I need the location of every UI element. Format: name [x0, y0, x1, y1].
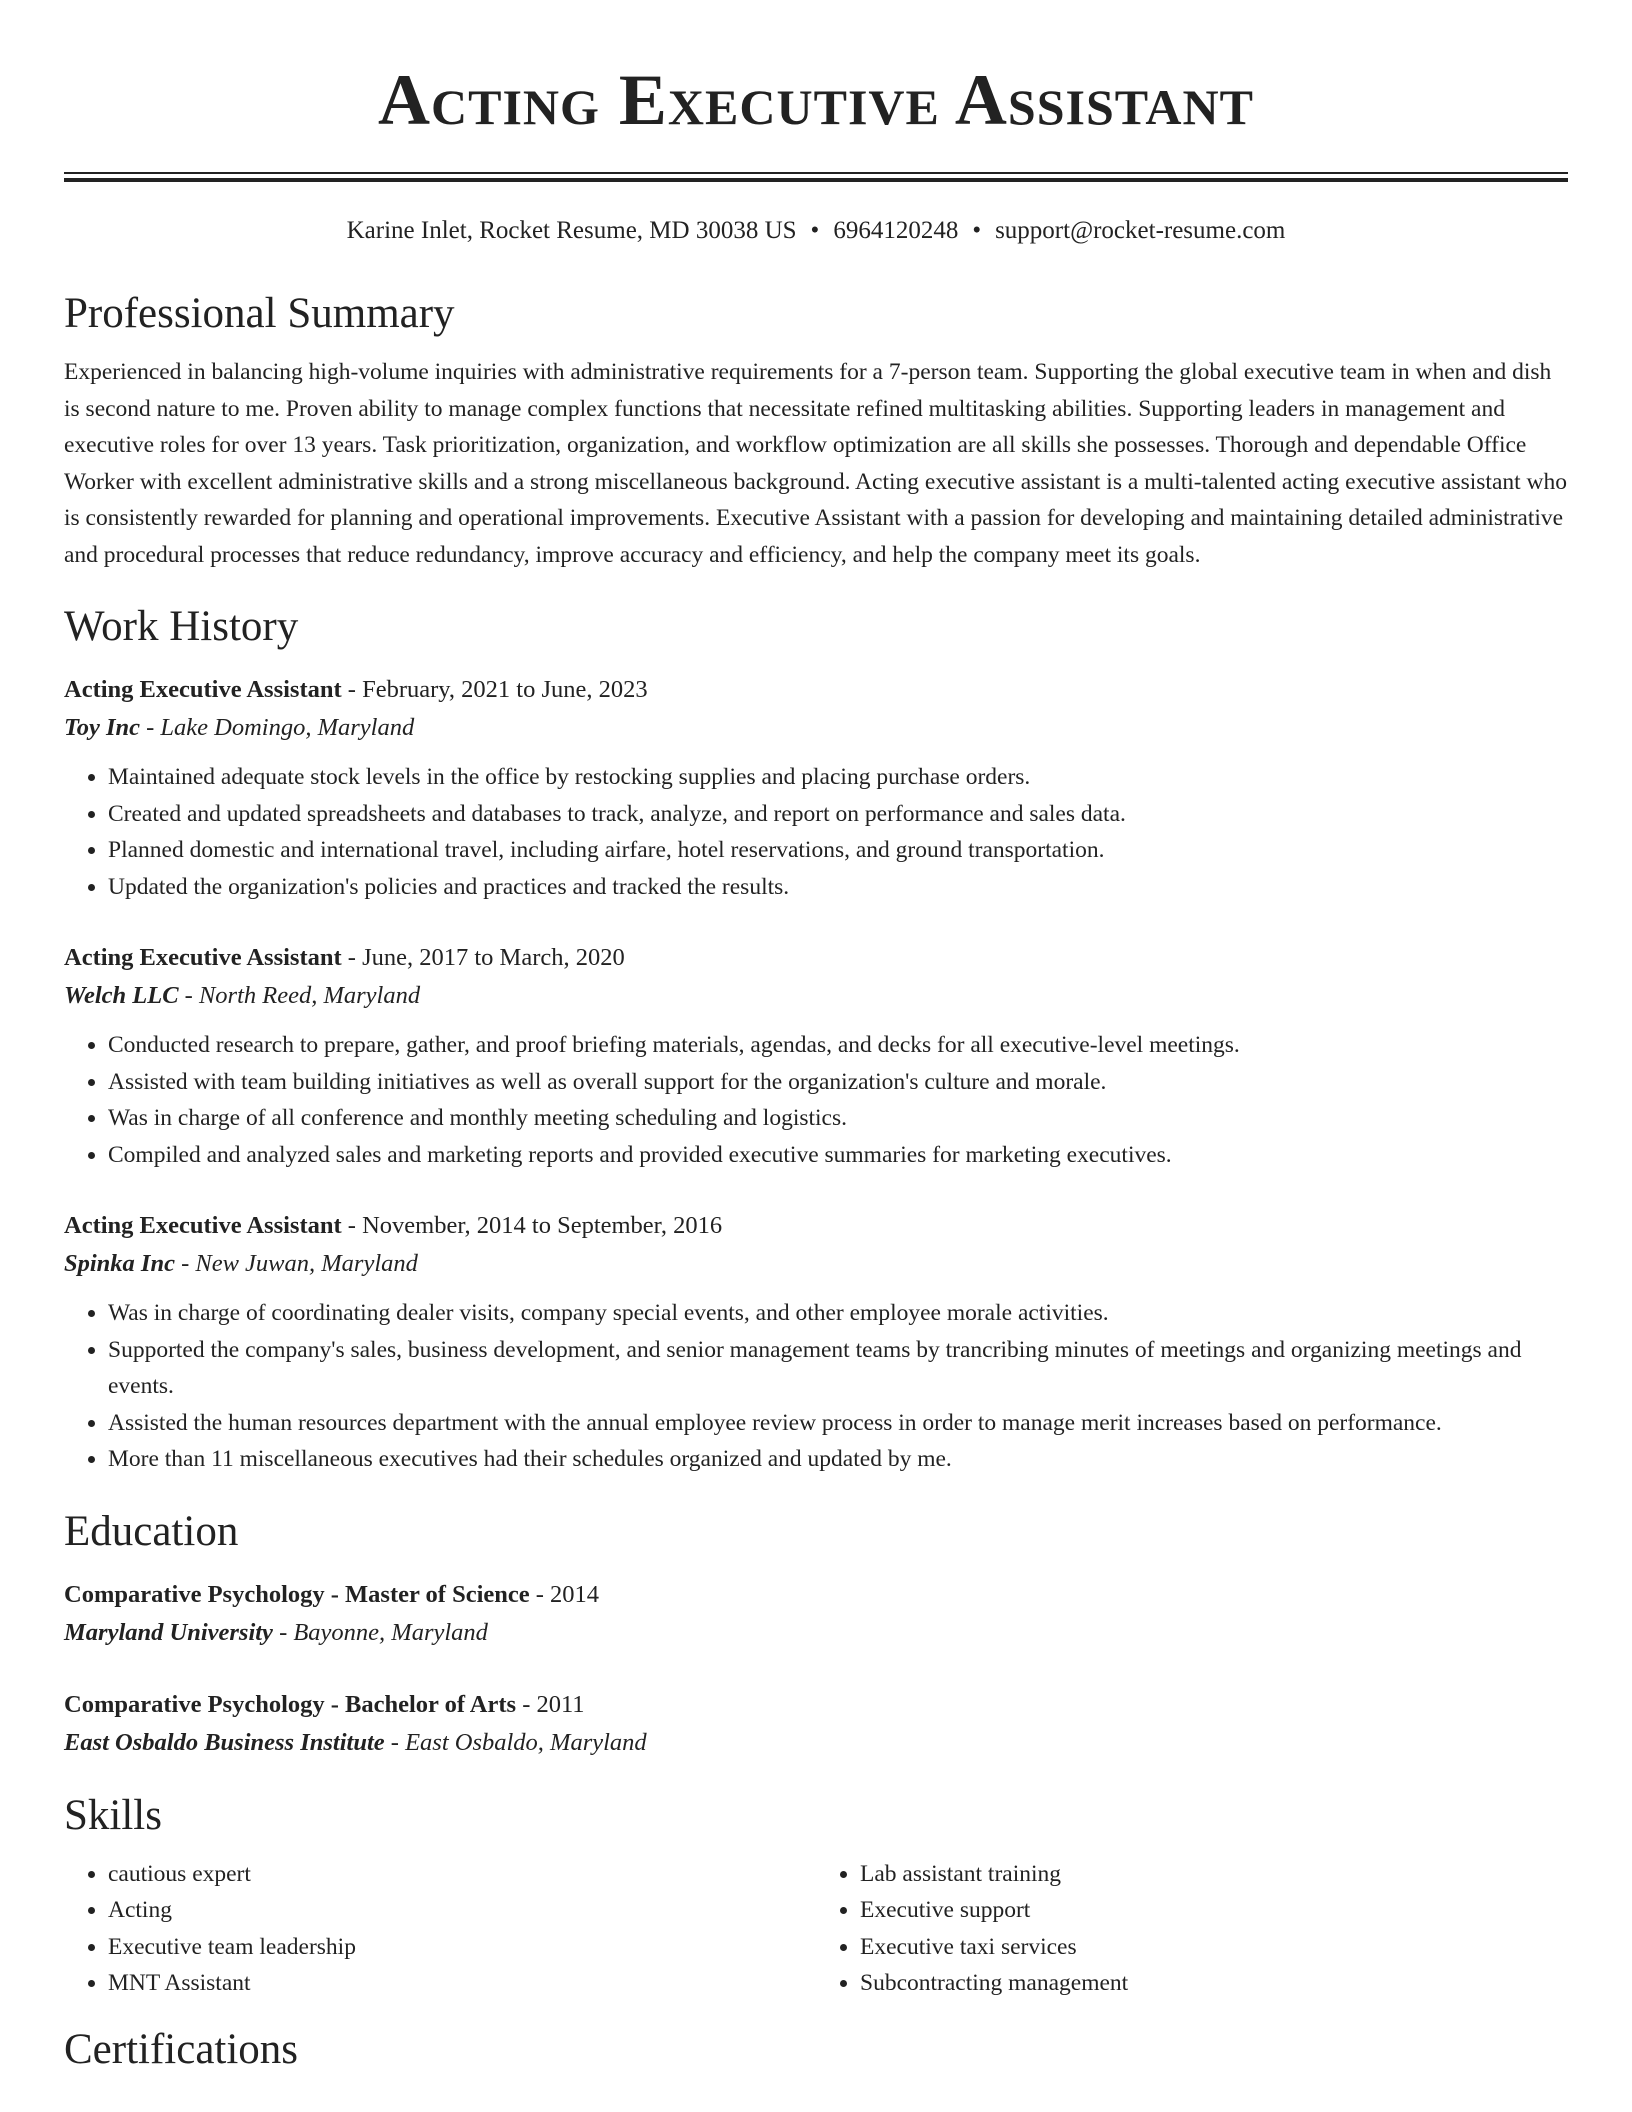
skills-column-left: [64, 1856, 816, 2002]
job-location: - North Reed, Maryland: [178, 982, 421, 1009]
job-bullet: • Updated the organization's policies and practices and tracked the results.: [108, 869, 1568, 906]
job-role-line: [64, 1207, 1568, 1245]
skill-item: • Subcontracting management: [860, 1965, 1568, 2002]
skill-item: • Executive team leadership: [108, 1929, 816, 1966]
job-dates: - February, 2021 to June, 2023: [341, 676, 648, 703]
education-entry: [64, 1686, 1568, 1762]
job-bullets: [64, 759, 1568, 905]
job-title: Acting Executive Assistant: [64, 1212, 342, 1239]
job-org-line: [64, 977, 1568, 1015]
skill-item: • Acting: [108, 1892, 816, 1929]
job-bullet: • Maintained adequate stock levels in the office by restocking supplies and placing purchase orders.: [108, 759, 1568, 796]
job-title: Acting Executive Assistant: [64, 944, 342, 971]
resume-title: Acting Executive Assistant: [378, 60, 1254, 140]
education-degree: Comparative Psychology - Bachelor of Arts: [64, 1690, 517, 1718]
contact-separator: •: [810, 217, 820, 244]
education-year: - 2014: [529, 1580, 600, 1608]
job-bullets: [64, 1027, 1568, 1173]
job-title: Acting Executive Assistant: [64, 676, 342, 703]
contact-line: [64, 214, 1568, 248]
education-school: Maryland University: [64, 1618, 273, 1646]
education-degree: Comparative Psychology - Master of Science: [64, 1580, 530, 1608]
education-school: East Osbaldo Business Institute: [64, 1728, 385, 1756]
summary-text: Experienced in balancing high-volume inquiries with administrative requirements for a 7-person team. Supporting the global executive team in when and dish is second nature to me. Proven ability to manage complex functions that necessitate refined multitasking abilities. Supporting leaders in management and executive roles for over 13 years. Task prioritization, organization, and workflow optimization are all skills she possesses. Thorough and dependable Office Worker with excellent administrative skills and a strong miscellaneous background. Acting executive assistant is a multi-talented acting executive assistant who is consistently rewarded for planning and operational improvements. Executive Assistant with a passion for developing and maintaining detailed administrative and procedural processes that reduce redundancy, improve accuracy and efficiency, and help the company meet its goals.: [64, 359, 1568, 568]
job-dates: - November, 2014 to September, 2016: [341, 1212, 723, 1239]
title-divider: [64, 172, 1568, 182]
job-bullet: • Was in charge of coordinating dealer visits, company special events, and other employee morale activities.: [108, 1295, 1568, 1332]
education-year: - 2011: [516, 1690, 585, 1718]
job-bullet: • Was in charge of all conference and monthly meeting scheduling and logistics.: [108, 1100, 1568, 1137]
skill-item: • Executive support: [860, 1892, 1568, 1929]
contact-address: Karine Inlet, Rocket Resume, MD 30038 US: [346, 217, 797, 244]
work-history-heading: Work History: [64, 603, 299, 650]
job-bullet: • Supported the company's sales, business development, and senior management teams by trancribing minutes of meetings and organizing meetings and events.: [108, 1332, 1568, 1405]
job-bullet: • More than 11 miscellaneous executives had their schedules organized and updated by me.: [108, 1441, 1568, 1478]
education-degree-line: [64, 1576, 1568, 1614]
job-location: - New Juwan, Maryland: [174, 1250, 418, 1277]
education-school-line: [64, 1614, 1568, 1652]
job-org-line: [64, 1245, 1568, 1283]
job-company: Toy Inc: [64, 714, 141, 741]
job-bullet: • Conducted research to prepare, gather, and proof briefing materials, agendas, and decks for all executive-level meetings.: [108, 1027, 1568, 1064]
job-dates: - June, 2017 to March, 2020: [341, 944, 625, 971]
skill-item: • cautious expert: [108, 1856, 816, 1893]
job-location: - Lake Domingo, Maryland: [140, 714, 415, 741]
job-bullets: [64, 1295, 1568, 1478]
skills-heading: Skills: [64, 1791, 162, 1839]
education-location: - Bayonne, Maryland: [272, 1618, 488, 1646]
job-bullet: • Assisted with team building initiatives as well as overall support for the organization's culture and morale.: [108, 1064, 1568, 1101]
contact-email: support@rocket-resume.com: [995, 217, 1286, 244]
summary-heading: Professional Summary: [64, 290, 455, 337]
contact-separator: •: [972, 217, 982, 244]
job-bullet: • Created and updated spreadsheets and databases to track, analyze, and report on performance and sales data.: [108, 796, 1568, 833]
job-bullet: • Planned domestic and international travel, including airfare, hotel reservations, and ground transportation.: [108, 832, 1568, 869]
skill-item: • MNT Assistant: [108, 1965, 816, 2002]
job-entry: [64, 671, 1568, 905]
job-company: Welch LLC: [64, 982, 179, 1009]
job-org-line: [64, 709, 1568, 747]
skills-grid: [64, 1856, 1568, 2002]
job-bullet: • Assisted the human resources department with the annual employee review process in order to manage merit increases based on performance.: [108, 1405, 1568, 1442]
job-entry: [64, 1207, 1568, 1478]
education-school-line: [64, 1724, 1568, 1762]
education-degree-line: [64, 1686, 1568, 1724]
job-role-line: [64, 939, 1568, 977]
job-bullet: • Compiled and analyzed sales and marketing reports and provided executive summaries for marketing executives.: [108, 1137, 1568, 1174]
skills-column-right: [816, 1856, 1568, 2002]
job-entry: [64, 939, 1568, 1173]
education-location: - East Osbaldo, Maryland: [384, 1728, 647, 1756]
education-heading: Education: [64, 1507, 239, 1555]
certifications-heading: Certifications: [64, 2025, 299, 2073]
education-entry: [64, 1576, 1568, 1652]
skill-item: • Lab assistant training: [860, 1856, 1568, 1893]
skill-item: • Executive taxi services: [860, 1929, 1568, 1966]
job-company: Spinka Inc: [64, 1250, 175, 1277]
contact-phone: 6964120248: [833, 217, 959, 244]
job-role-line: [64, 671, 1568, 709]
